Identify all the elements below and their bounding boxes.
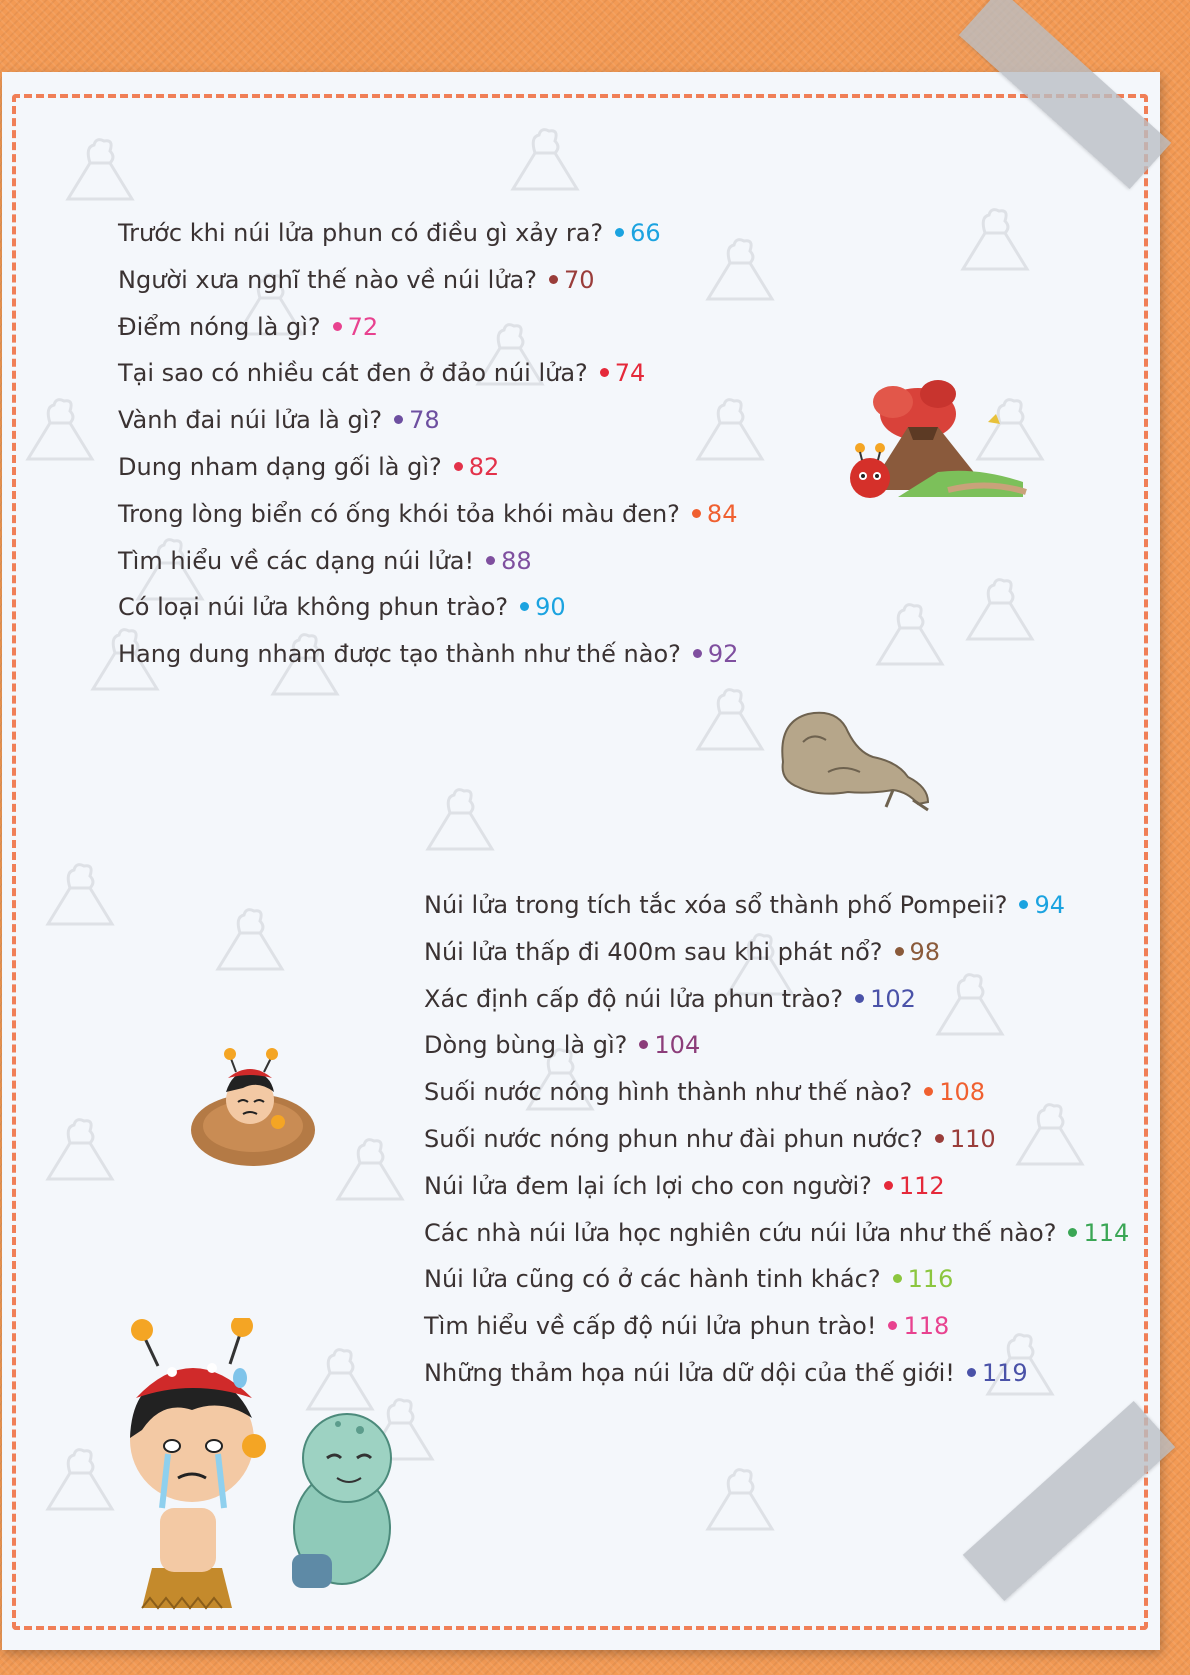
bullet-dot-icon — [888, 1321, 897, 1330]
toc-entry-page: 119 — [981, 1359, 1028, 1387]
boy-in-mud-illustration — [188, 1042, 318, 1170]
toc-entry-title: Tại sao có nhiều cát đen ở đảo núi lửa? — [118, 359, 588, 388]
bullet-dot-icon — [924, 1087, 933, 1096]
toc-entry-title: Dòng bùng là gì? — [424, 1031, 628, 1060]
bullet-dot-icon — [1019, 900, 1028, 909]
volcano-outline-icon — [930, 970, 1010, 1040]
toc-entry-title: Dung nham dạng gối là gì? — [118, 453, 442, 481]
bullet-dot-icon — [333, 322, 342, 331]
toc-entry-page: 70 — [563, 265, 595, 294]
bullet-dot-icon — [549, 275, 558, 284]
volcano-outline-icon — [690, 395, 770, 465]
toc-entry-title: Suối nước nóng phun như đài phun nước? — [424, 1125, 923, 1153]
volcano-outline-icon — [1010, 1100, 1090, 1170]
volcano-outline-icon — [700, 235, 780, 305]
toc-entry-title: Núi lửa đem lại ích lợi cho con người? — [424, 1171, 872, 1200]
pompeii-body-cast-illustration — [768, 702, 938, 812]
volcano-outline-icon — [505, 125, 585, 195]
crying-caveboy-and-dinosaur-illustration — [112, 1318, 422, 1618]
toc-entry-page: 84 — [706, 499, 738, 528]
toc-entry[interactable] — [424, 1077, 985, 1107]
toc-entry[interactable] — [424, 984, 916, 1014]
toc-entry-title: Những thảm họa núi lửa dữ dội của thế giới! — [424, 1359, 955, 1387]
bullet-dot-icon — [520, 602, 529, 611]
toc-entry[interactable] — [118, 452, 499, 482]
toc-entry[interactable] — [118, 218, 661, 248]
toc-entry-title: Có loại núi lửa không phun trào? — [118, 593, 509, 622]
toc-entry[interactable] — [118, 546, 532, 576]
volcano-outline-icon — [955, 205, 1035, 275]
toc-entry-page: 78 — [409, 406, 440, 435]
bullet-dot-icon — [1068, 1228, 1077, 1237]
toc-entry-title: Trong lòng biển có ống khói tỏa khói màu đen? — [118, 499, 680, 528]
bullet-dot-icon — [967, 1368, 976, 1377]
erupting-volcano-illustration — [838, 372, 1028, 512]
bullet-dot-icon — [692, 509, 701, 518]
toc-entry[interactable] — [424, 1311, 949, 1341]
volcano-outline-icon — [40, 860, 120, 930]
toc-entry-title: Núi lửa trong tích tắc xóa sổ thành phố Pompeii? — [424, 891, 1008, 919]
bullet-dot-icon — [895, 947, 904, 956]
toc-entry-page: 88 — [501, 546, 532, 575]
toc-entry-page: 112 — [898, 1171, 945, 1200]
volcano-outline-icon — [700, 1465, 780, 1535]
toc-entry[interactable] — [424, 1218, 1129, 1248]
volcano-outline-icon — [210, 905, 290, 975]
toc-entry-title: Vành đai núi lửa là gì? — [118, 406, 383, 435]
volcano-outline-icon — [330, 1135, 410, 1205]
toc-entry[interactable] — [424, 937, 940, 967]
toc-entry-title: Núi lửa cũng có ở các hành tinh khác? — [424, 1265, 881, 1294]
toc-entry[interactable] — [424, 1358, 1028, 1388]
toc-entry-page: 110 — [949, 1125, 996, 1153]
toc-entry[interactable] — [424, 1124, 996, 1154]
bullet-dot-icon — [693, 649, 702, 658]
volcano-outline-icon — [960, 575, 1040, 645]
toc-entry-page: 98 — [909, 937, 941, 966]
toc-entry-page: 66 — [630, 219, 661, 247]
volcano-outline-icon — [420, 785, 500, 855]
toc-entry[interactable] — [118, 592, 566, 622]
toc-entry-title: Hang dung nham được tạo thành như thế nào? — [118, 640, 681, 669]
toc-entry-title: Tìm hiểu về cấp độ núi lửa phun trào! — [424, 1312, 877, 1341]
volcano-outline-icon — [20, 395, 100, 465]
toc-entry-page: 94 — [1034, 891, 1065, 919]
bullet-dot-icon — [600, 368, 609, 377]
toc-entry[interactable] — [424, 1171, 945, 1201]
bullet-dot-icon — [394, 415, 403, 424]
toc-entry[interactable] — [424, 1030, 700, 1060]
volcano-outline-icon — [40, 1445, 120, 1515]
toc-entry-title: Suối nước nóng hình thành như thế nào? — [424, 1078, 913, 1107]
toc-entry-page: 118 — [903, 1312, 950, 1341]
toc-entry-page: 72 — [347, 312, 379, 341]
toc-entry-title: Trước khi núi lửa phun có điều gì xảy ra? — [118, 219, 604, 247]
toc-entry-page: 116 — [907, 1265, 954, 1294]
toc-entry-title: Điểm nóng là gì? — [118, 312, 321, 341]
toc-entry-title: Tìm hiểu về các dạng núi lửa! — [118, 546, 475, 575]
toc-entry[interactable] — [118, 265, 595, 295]
bullet-dot-icon — [855, 994, 864, 1003]
bullet-dot-icon — [486, 556, 495, 565]
toc-entry-title: Núi lửa thấp đi 400m sau khi phát nổ? — [424, 937, 883, 966]
bullet-dot-icon — [893, 1274, 902, 1283]
volcano-outline-icon — [690, 685, 770, 755]
toc-entry-title: Xác định cấp độ núi lửa phun trào? — [424, 984, 844, 1013]
bullet-dot-icon — [615, 228, 624, 237]
toc-entry-page: 74 — [614, 359, 646, 388]
toc-entry[interactable] — [118, 405, 440, 435]
bullet-dot-icon — [454, 462, 463, 471]
bullet-dot-icon — [884, 1181, 893, 1190]
toc-entry[interactable] — [118, 639, 738, 669]
toc-entry[interactable] — [424, 890, 1065, 920]
toc-entry-page: 114 — [1083, 1218, 1130, 1247]
toc-entry[interactable] — [118, 312, 378, 342]
toc-entry-page: 102 — [870, 984, 916, 1013]
toc-entry-page: 82 — [468, 453, 500, 481]
toc-entry-page: 92 — [707, 640, 739, 669]
bullet-dot-icon — [935, 1134, 944, 1143]
toc-entry-page: 90 — [535, 593, 566, 622]
toc-entry-title: Người xưa nghĩ thế nào về núi lửa? — [118, 265, 537, 294]
toc-entry[interactable] — [118, 358, 645, 388]
toc-entry-page: 104 — [654, 1031, 701, 1060]
toc-entry[interactable] — [424, 1264, 953, 1294]
toc-entry-page: 108 — [939, 1078, 986, 1107]
volcano-outline-icon — [40, 1115, 120, 1185]
volcano-outline-icon — [60, 135, 140, 205]
toc-entry-title: Các nhà núi lửa học nghiên cứu núi lửa như thế nào? — [424, 1218, 1057, 1247]
volcano-outline-icon — [870, 600, 950, 670]
toc-entry[interactable] — [118, 499, 737, 529]
bullet-dot-icon — [639, 1040, 648, 1049]
